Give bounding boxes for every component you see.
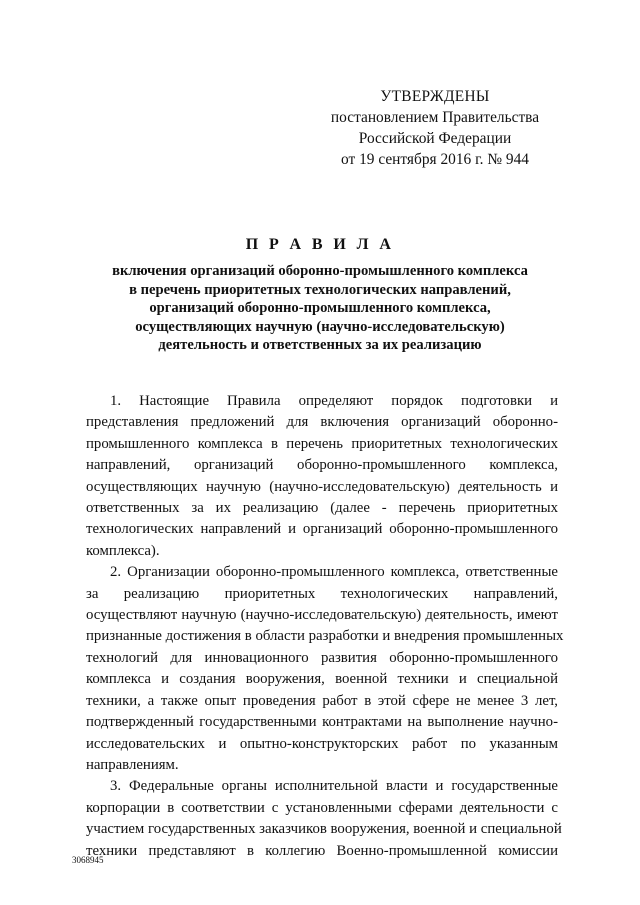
- paragraph-line: технологий для инновационного развития оборонно-промышленного: [86, 649, 558, 666]
- document-number: 3068945: [72, 855, 104, 865]
- paragraph-line: признанные достижения в области разработки и внедрения промышленных: [86, 628, 564, 645]
- paragraph-line: ответственных за их реализацию (далее - перечень приоритетных: [86, 500, 558, 517]
- approval-line-2: Российской Федерации: [358, 130, 512, 147]
- subtitle-line: включения организаций оборонно-промышленного комплекса: [112, 263, 528, 279]
- approved-label: УТВЕРЖДЕНЫ: [380, 88, 490, 105]
- paragraph-line: участием государственных заказчиков вооружения, военной и специальной: [86, 821, 562, 838]
- paragraph-line: направлений, организаций оборонно-промышленного комплекса,: [86, 457, 558, 474]
- paragraph-line: корпорации в соответствии с установленными сферами деятельности с: [86, 799, 558, 816]
- paragraph-line: 1. Настоящие Правила определяют порядок подготовки и: [110, 393, 558, 409]
- paragraph-line: техники представляют в коллегию Военно-промышленной комиссии: [86, 842, 558, 859]
- subtitle-line: организаций оборонно-промышленного комплекса,: [149, 300, 491, 316]
- approval-block: [330, 86, 540, 170]
- paragraph: [86, 776, 562, 862]
- paragraph-line: подтвержденный государственными контрактами на выполнение научно-: [86, 714, 558, 731]
- document-subtitle: [60, 262, 580, 355]
- subtitle-line: деятельность и ответственных за их реализацию: [158, 337, 482, 353]
- paragraph-line: комплекса).: [86, 542, 160, 559]
- paragraph-line: направлениям.: [86, 756, 179, 773]
- paragraph-line: техники, а также опыт проведения работ в этой сфере не менее 3 лет,: [86, 692, 558, 709]
- paragraph-line: технологических направлений и организаций оборонно-промышленного: [86, 521, 558, 538]
- paragraph-line: осуществляют научную (научно-исследовательскую) деятельность, имеют: [86, 607, 558, 624]
- document-title: П Р А В И Л А: [245, 236, 395, 253]
- paragraph-line: представления предложений для включения организаций оборонно-: [86, 414, 558, 431]
- paragraph-line: 2. Организации оборонно-промышленного комплекса, ответственные: [110, 564, 558, 581]
- paragraph-line: осуществляющих научную (научно-исследовательскую) деятельность и: [86, 478, 558, 495]
- approval-line-3: от 19 сентября 2016 г. № 944: [341, 151, 529, 168]
- approval-line-1: постановлением Правительства: [330, 109, 540, 126]
- paragraph: [86, 391, 558, 562]
- paragraph: [86, 562, 564, 776]
- subtitle-line: осуществляющих научную (научно-исследовательскую): [135, 318, 505, 335]
- paragraph-line: 3. Федеральные органы исполнительной власти и государственные: [110, 778, 558, 795]
- subtitle-line: в перечень приоритетных технологических направлений,: [129, 281, 511, 298]
- paragraph-line: комплекса и создания вооружения, военной техники и специальной: [86, 671, 558, 688]
- paragraph-line: за реализацию приоритетных технологических направлений,: [86, 585, 558, 602]
- paragraph-line: исследовательских и опытно-конструкторских работ по указанным: [86, 735, 558, 752]
- document-body: [86, 391, 564, 862]
- paragraph-line: промышленного комплекса в перечень приоритетных технологических: [86, 435, 558, 452]
